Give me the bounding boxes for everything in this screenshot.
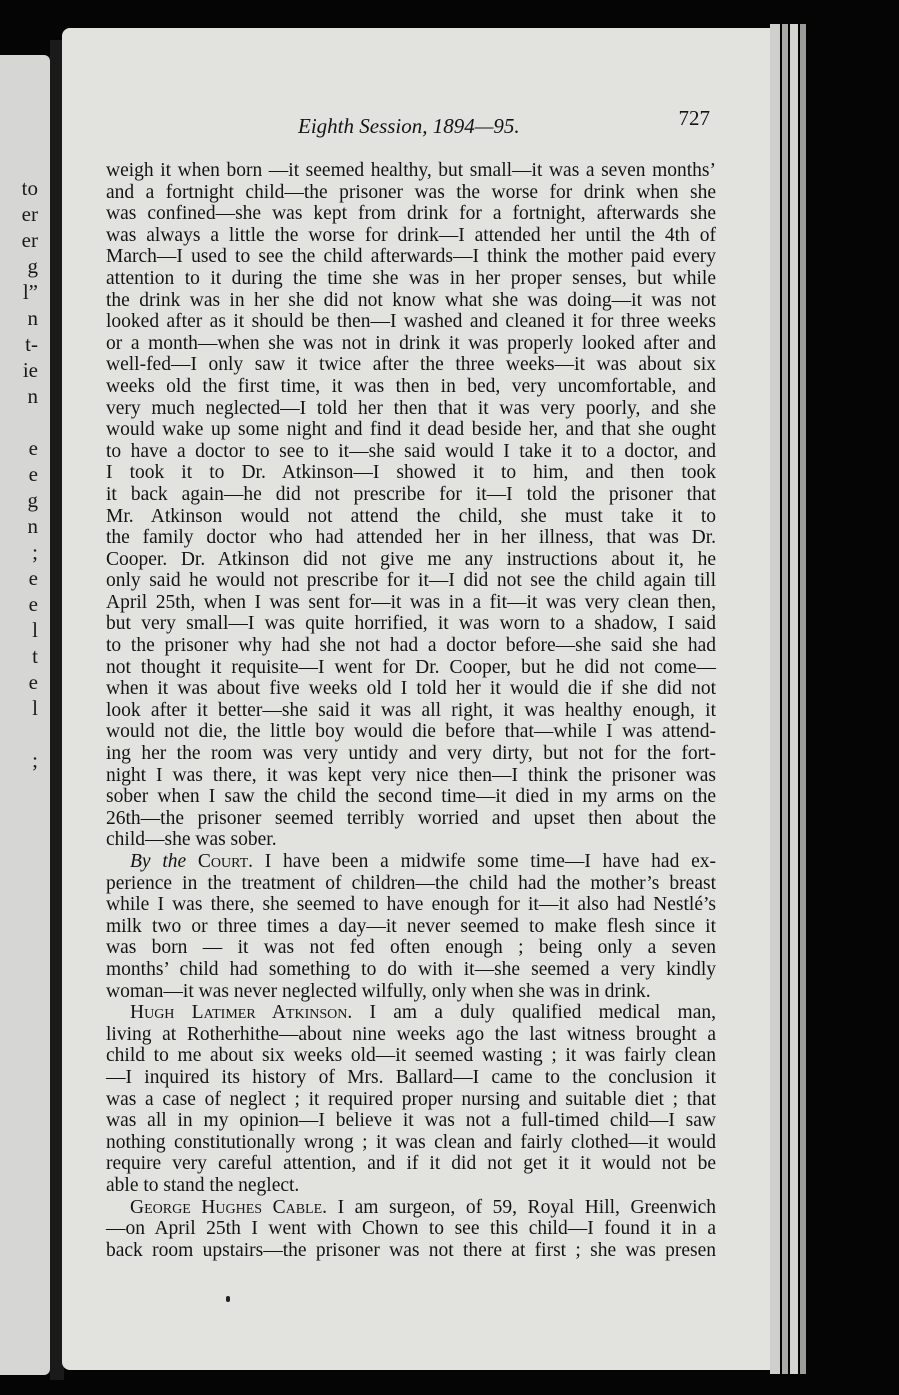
text-line: 26th—the prisoner seemed terribly worried and upset then about the <box>106 807 716 829</box>
body-text <box>106 160 716 1261</box>
page-edges-stack <box>770 24 814 1374</box>
text-line: woman—it was never neglected wilfully, only when she was in drink. <box>106 980 651 1002</box>
text-line: to have a doctor to see to it—she said would I take it to a doctor, and <box>106 440 716 462</box>
speaker-label-by-the: By the <box>130 851 187 872</box>
left-page-fragment: g <box>27 488 38 512</box>
right-page <box>62 28 774 1370</box>
page-edge-strip <box>800 24 806 1374</box>
line-text: I am a duly qualified medical man, <box>352 1002 716 1024</box>
text-line: weigh it when born —it seemed healthy, but small—it was a seven months’ <box>106 160 716 181</box>
running-title <box>298 114 520 139</box>
text-line: the family doctor who had attended her in her illness, that was Dr. <box>106 527 716 549</box>
text-line: looked after as it should be then—I washed and cleaned it for three weeks <box>106 311 716 333</box>
text-line: look after it better—she said it was all right, it was healthy enough, it <box>106 699 716 721</box>
text-line: it back again—he did not prescribe for it—I told the prisoner that <box>106 483 716 505</box>
text-line <box>106 1197 716 1219</box>
page-header <box>62 106 774 144</box>
text-line: was confined—she was kept from drink for a fortnight, afterwards she <box>106 203 716 225</box>
left-page-edge <box>0 55 50 1375</box>
witness-name-atkinson: Hugh Latimer Atkinson. <box>130 1002 353 1024</box>
text-line: weeks old the first time, it was then in bed, very uncomfortable, and <box>106 375 716 397</box>
text-line: night I was there, it was kept very nice then—I think the prisoner was <box>106 764 716 786</box>
text-line: would wake up some night and find it dead beside her, and that she ought <box>106 419 716 441</box>
text-line <box>106 851 716 873</box>
text-line: ing her the room was very untidy and very dirty, but not for the fort- <box>106 743 716 765</box>
running-title-session: Eighth Session, <box>298 114 428 138</box>
page-number: 727 <box>678 106 710 130</box>
left-page-text-fragments <box>0 175 38 799</box>
text-line: was always a little the worse for drink—I attended her until the 4th of <box>106 224 716 246</box>
text-line: perience in the treatment of children—the child had the mother’s breast <box>106 872 716 894</box>
left-page-fragment: l <box>32 618 38 642</box>
text-line: child to me about six weeks old—it seemed wasting ; it was fairly clean <box>106 1045 716 1067</box>
text-line: living at Rotherhithe—about nine weeks ago the last witness brought a <box>106 1023 716 1045</box>
text-line: April 25th, when I was sent for—it was in a fit—it was very clean then, <box>106 591 716 613</box>
left-page-fragment: t- <box>25 332 38 356</box>
text-line: sober when I saw the child the second time—it died in my arms on the <box>106 786 716 808</box>
text-line: months’ child had something to do with it—she seemed a very kindly <box>106 958 716 980</box>
text-line: was a case of neglect ; it required proper nursing and suitable diet ; that <box>106 1088 716 1110</box>
ink-speck <box>226 1296 230 1302</box>
running-title-years: 1894—95. <box>427 114 520 138</box>
text-line: was all in my opinion—I believe it was not a full-timed child—I saw <box>106 1110 716 1132</box>
text-line: —on April 25th I went with Chown to see this child—I found it in a <box>106 1218 716 1240</box>
left-page-fragment: g <box>27 254 38 278</box>
left-page-fragment: e <box>28 436 38 460</box>
left-page-fragment: to <box>21 176 38 200</box>
paragraph-testimony-continued <box>106 160 716 851</box>
left-page-fragment: ie <box>22 358 38 382</box>
text-line: would not die, the little boy would die before that—while I was attend- <box>106 721 716 743</box>
left-page-fragment <box>0 409 38 435</box>
text-line: require very careful attention, and if it did not get it it would not be <box>106 1153 716 1175</box>
left-page-fragment: e <box>28 462 38 486</box>
text-line: child—she was sober. <box>106 829 277 851</box>
line-text: I am surgeon, of 59, Royal Hill, Greenwich <box>327 1196 716 1218</box>
text-line: while I was there, she seemed to have enough for it—it also had Nestlé’s <box>106 894 716 916</box>
left-page-fragment: er <box>21 202 38 226</box>
text-line: not thought it requisite—I went for Dr. Cooper, but he did not come— <box>106 656 716 678</box>
left-page-fragment: e <box>28 592 38 616</box>
left-page-fragment: n <box>27 514 38 538</box>
left-page-fragment: t <box>32 644 38 668</box>
paragraph-cable-testimony <box>106 1197 716 1262</box>
page-edge-strip <box>770 24 780 1374</box>
paragraph-atkinson-testimony <box>106 1002 716 1196</box>
left-page-fragment: n <box>27 306 38 330</box>
text-line: only said he would not prescribe for it—I did not see the child again till <box>106 570 716 592</box>
text-line: milk two or three times a day—it never seemed to make flesh since it <box>106 915 716 937</box>
text-line: I took it to Dr. Atkinson—I showed it to him, and then took <box>106 462 716 484</box>
text-line: when it was about five weeks old I told her it would die if she did not <box>106 678 716 700</box>
text-line <box>106 1002 716 1024</box>
page-edge-strip <box>782 24 788 1374</box>
left-page-fragment: ; <box>32 540 38 564</box>
text-line: or a month—when she was not in drink it was properly looked after and <box>106 332 716 354</box>
text-line: to the prisoner why had she not had a doctor before—she said she had <box>106 635 716 657</box>
left-page-fragment: n <box>27 384 38 408</box>
page-edge-strip <box>790 24 798 1374</box>
left-page-fragment: l <box>32 696 38 720</box>
left-page-fragment: er <box>21 228 38 252</box>
witness-name-cable: George Hughes Cable. <box>130 1196 328 1218</box>
left-page-fragment <box>0 721 38 747</box>
text-line: but very small—I was quite horrified, it was worn to a shadow, I said <box>106 613 716 635</box>
text-line: Cooper. Dr. Atkinson did not give me any instructions about it, he <box>106 548 716 570</box>
text-line: very much neglected—I told her then that it was very poorly, and she <box>106 397 716 419</box>
text-line: well-fed—I only saw it twice after the three weeks—it was about six <box>106 354 716 376</box>
text-line: March—I used to see the child afterwards—I think the mother paid every <box>106 246 716 268</box>
text-line: the drink was in her she did not know what she was doing—it was not <box>106 289 716 311</box>
text-line: able to stand the neglect. <box>106 1174 300 1196</box>
text-line: was born — it was not fed often enough ; being only a seven <box>106 937 716 959</box>
left-page-fragment: ; <box>32 748 38 772</box>
text-line: attention to it during the time she was in her proper senses, but while <box>106 267 716 289</box>
paragraph-by-the-court <box>106 851 716 1002</box>
left-page-fragment <box>0 773 38 799</box>
left-page-fragment: l” <box>22 280 38 304</box>
text-line: and a fortnight child—the prisoner was the worse for drink when she <box>106 181 716 203</box>
text-line: —I inquired its history of Mrs. Ballard—I came to the conclusion it <box>106 1066 716 1088</box>
text-line: nothing constitutionally wrong ; it was clean and fairly clothed—it would <box>106 1131 716 1153</box>
left-page-fragment: e <box>28 670 38 694</box>
line-text: I have been a midwife some time—I have had ex- <box>253 851 716 872</box>
left-page-fragment: e <box>28 566 38 590</box>
speaker-label-court: Court. <box>186 851 254 872</box>
text-line: back room upstairs—the prisoner was not there at first ; she was presen <box>106 1239 716 1261</box>
text-line: Mr. Atkinson would not attend the child, she must take it to <box>106 505 716 527</box>
